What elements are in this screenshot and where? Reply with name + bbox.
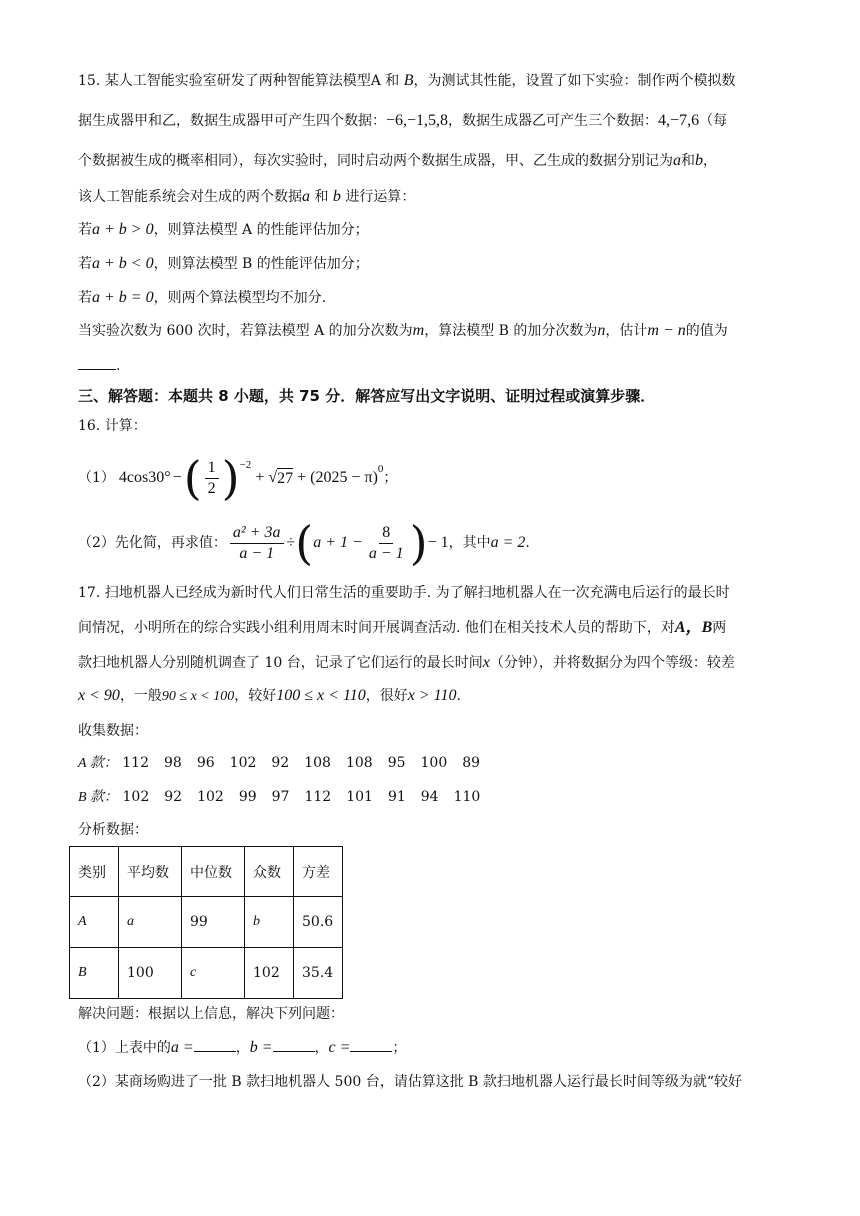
q17-text: 两: [712, 620, 727, 636]
cos-term: 4cos30°: [118, 469, 171, 486]
fraction-2: [366, 523, 407, 564]
minus-sign: −: [172, 469, 182, 486]
q17-line-4: [78, 686, 461, 707]
a-data-label: A 款：: [78, 756, 118, 771]
fraction-denominator: a − 1: [368, 544, 404, 562]
data-value: 96: [196, 755, 215, 771]
separator: ，: [314, 1040, 329, 1056]
table-cell: A: [70, 897, 119, 948]
q15-and: 和: [385, 73, 400, 89]
blank-c-label: c =: [328, 1039, 351, 1056]
q15-line-1: [78, 71, 736, 91]
blank-b-label: b =: [249, 1039, 273, 1056]
q15-end: .: [116, 358, 121, 374]
exponent-zero: 0: [377, 463, 384, 475]
table-cell: B: [70, 948, 119, 999]
fraction-denominator: a − 1: [239, 544, 275, 562]
half-fraction: [205, 458, 219, 499]
q17-text: 款扫地机器人分别随机调查了 10 台，记录了它们运行的最长时间: [78, 655, 483, 671]
grade-poor: x < 90: [78, 687, 120, 704]
q15-text: ，: [703, 153, 717, 169]
yi-values: 4,−7,6: [658, 112, 700, 129]
grade-text: .: [456, 688, 461, 704]
var-b: b: [332, 188, 341, 205]
data-value: 108: [345, 755, 373, 771]
table-header: 方差: [294, 847, 343, 897]
minus-one: − 1: [427, 534, 449, 551]
table-header: 类别: [70, 847, 119, 897]
data-value: 102: [122, 789, 150, 805]
q15-answer-line: [78, 356, 120, 376]
left-paren: (: [183, 451, 202, 505]
table-cell: b: [245, 897, 294, 948]
q16-part-2: [78, 518, 530, 568]
q15-text: （每: [699, 113, 728, 129]
q17-line-3: [78, 653, 735, 673]
table-cell: 99: [182, 897, 245, 948]
data-value: 91: [387, 789, 406, 805]
data-value: 100: [420, 755, 448, 771]
var-x: x: [482, 654, 490, 671]
q15-line-4: [78, 187, 415, 207]
table-cell: 102: [245, 948, 294, 999]
sub-end: ；: [392, 1040, 407, 1056]
data-value: 89: [462, 755, 481, 771]
q17-sub-2: （2）某商场购进了一批 B 款扫地机器人 500 台，请估算这批 B 款扫地机器人运行最长时间等级为就“较好: [78, 1074, 743, 1090]
sqrt-value: 27: [277, 469, 294, 487]
table-header: 中位数: [182, 847, 245, 897]
q15-text: 据生成器甲和乙，数据生成器甲可产生四个数据：: [78, 113, 386, 129]
data-value: 112: [122, 755, 149, 771]
part-end: .: [525, 535, 530, 551]
sqrt-icon: √: [268, 469, 278, 486]
q15-text: 进行运算：: [345, 189, 416, 205]
data-value: 99: [238, 789, 257, 805]
blank-b[interactable]: [273, 1051, 315, 1052]
a-data-values: [122, 755, 495, 771]
fraction-numerator: 8: [379, 523, 393, 544]
rule-post: ，则算法模型 B 的性能评估加分；: [153, 256, 369, 272]
q17-line-1: 17. 扫地机器人已经成为新时代人们日常生活的重要助手. 为了解扫地机器人在一次充满电后运行的最长时: [78, 585, 730, 601]
data-value: 95: [387, 755, 406, 771]
var-b: b: [695, 152, 703, 169]
model-a-label: A: [370, 73, 381, 89]
q15-text: 15. 某人工智能实验室研发了两种智能算法模型: [78, 73, 371, 89]
grade-text: ，一般: [119, 688, 162, 704]
q15-and: 和: [314, 189, 329, 205]
rule-2-condition: a + b < 0: [92, 255, 154, 272]
fraction-1: [230, 523, 284, 564]
data-value: 94: [420, 789, 439, 805]
data-value: 110: [453, 789, 481, 805]
b-data-values: [123, 789, 496, 805]
data-value: 112: [304, 789, 332, 805]
exponent-neg-2: −2: [239, 459, 252, 471]
solve-label: 解决问题：根据以上信息，解决下列问题：: [78, 1006, 344, 1022]
section-title: 三、解答题：本题共 8 小题，共 75 分．解答应写出文字说明、证明过程或演算步骤．: [78, 387, 656, 405]
q17-text: 间情况，小明所在的综合实践小组利用周末时间开展调查活动. 他们在相关技术人员的帮助下，对: [78, 620, 675, 636]
grade-good: 100 ≤ x < 110: [276, 687, 366, 704]
data-value: 101: [346, 789, 373, 805]
divide-sign: ÷: [286, 534, 296, 551]
table-header-row: [70, 847, 343, 897]
q15-text: 当实验次数为 600 次时，若算法模型 A 的加分次数为: [78, 323, 413, 339]
table-cell: 50.6: [294, 897, 343, 948]
table-header: 众数: [245, 847, 294, 897]
table-cell: c: [182, 948, 245, 999]
q16-part-1: [78, 453, 397, 503]
var-a: a: [302, 188, 310, 205]
right-paren: ): [409, 516, 428, 570]
rule-post: ，则算法模型 A 的性能评估加分；: [153, 222, 369, 238]
separator: ，: [235, 1040, 250, 1056]
blank-a-label: a =: [170, 1039, 194, 1056]
table-cell: 35.4: [294, 948, 343, 999]
paren-expression: (2025 − π): [310, 469, 378, 486]
jia-values: −6,−1,5,8: [386, 112, 449, 129]
data-value: 102: [229, 755, 257, 771]
q17-line-2: [78, 618, 726, 638]
q15-text: ，算法模型 B 的加分次数为: [424, 323, 598, 339]
table-row: [70, 897, 343, 948]
a-data-row: [78, 753, 495, 774]
data-value: 92: [164, 789, 183, 805]
part-label: （2）先化简，再求值：: [78, 535, 227, 551]
data-value: 108: [304, 755, 331, 771]
grade-excellent: x > 110: [407, 687, 457, 704]
q15-text: ，为测试其性能，设置了如下实验：制作两个模拟数: [413, 73, 736, 89]
blank-c[interactable]: [350, 1051, 392, 1052]
q15-text: 的值为: [685, 323, 728, 339]
grade-text: ，很好: [365, 688, 408, 704]
answer-blank[interactable]: [78, 369, 116, 370]
part-label: （1）: [78, 470, 115, 486]
rule-2: [78, 254, 369, 274]
analysis-table: [69, 846, 343, 999]
table-row: [70, 948, 343, 999]
blank-a[interactable]: [194, 1051, 236, 1052]
models-ab: A，B: [674, 619, 713, 636]
var-a: a: [673, 152, 681, 169]
q15-line-2: [78, 111, 727, 131]
q15-line-3: [78, 151, 717, 171]
model-b-label: B: [403, 72, 414, 89]
left-paren: (: [295, 516, 314, 570]
b-data-row: [78, 787, 495, 808]
q16-title: 16. 计算：: [78, 418, 147, 434]
rule-1-condition: a + b > 0: [92, 221, 154, 238]
inner-expression: a + 1 −: [313, 534, 363, 551]
var-m: m: [412, 322, 425, 339]
condition-a-equals-2: a = 2: [490, 534, 526, 551]
grade-text: ，较好: [234, 688, 277, 704]
grade-normal: 90 ≤ x < 100: [161, 689, 235, 704]
q17-text: （分钟），并将数据分为四个等级：较差: [489, 655, 735, 671]
sub-label: （1）上表中的: [78, 1040, 171, 1056]
data-value: 102: [197, 789, 224, 805]
plus-sign: +: [297, 469, 307, 486]
rule-pre: 若: [78, 222, 92, 238]
expr-m-minus-n: m − n: [647, 322, 686, 339]
q15-and: 和: [681, 153, 695, 169]
var-n: n: [597, 322, 606, 339]
collect-label: 收集数据：: [78, 723, 148, 739]
q15-text: 个数据被生成的概率相同），每次实验时，同时启动两个数据生成器，甲、乙生成的数据分别记为: [78, 153, 673, 169]
table-cell: a: [119, 897, 182, 948]
right-paren: ): [221, 451, 240, 505]
rule-1: [78, 220, 369, 240]
q15-text: 该人工智能系统会对生成的两个数据: [78, 189, 302, 205]
fraction-denominator: 2: [207, 479, 216, 497]
q17-sub-1: [78, 1038, 406, 1058]
analysis-label: 分析数据：: [78, 822, 148, 838]
plus-sign: +: [255, 469, 265, 486]
table-cell: 100: [119, 948, 182, 999]
q15-text: ，数据生成器乙可产生三个数据：: [448, 113, 659, 129]
part-end: ；: [383, 470, 398, 486]
rule-3: [78, 288, 326, 308]
b-data-label: B 款：: [78, 790, 119, 805]
rule-3-condition: a + b = 0: [92, 289, 154, 306]
data-value: 92: [271, 755, 290, 771]
data-value: 98: [164, 755, 182, 771]
q15-line-8: [78, 321, 728, 341]
q15-text: ，估计: [605, 323, 648, 339]
fraction-numerator: 1: [205, 458, 219, 479]
part-text: ，其中: [448, 535, 491, 551]
table-header: 平均数: [119, 847, 182, 897]
rule-pre: 若: [78, 256, 92, 272]
data-value: 97: [271, 789, 290, 805]
fraction-numerator: a² + 3a: [230, 523, 284, 544]
rule-pre: 若: [78, 290, 92, 306]
rule-post: ，则两个算法模型均不加分.: [153, 290, 327, 306]
